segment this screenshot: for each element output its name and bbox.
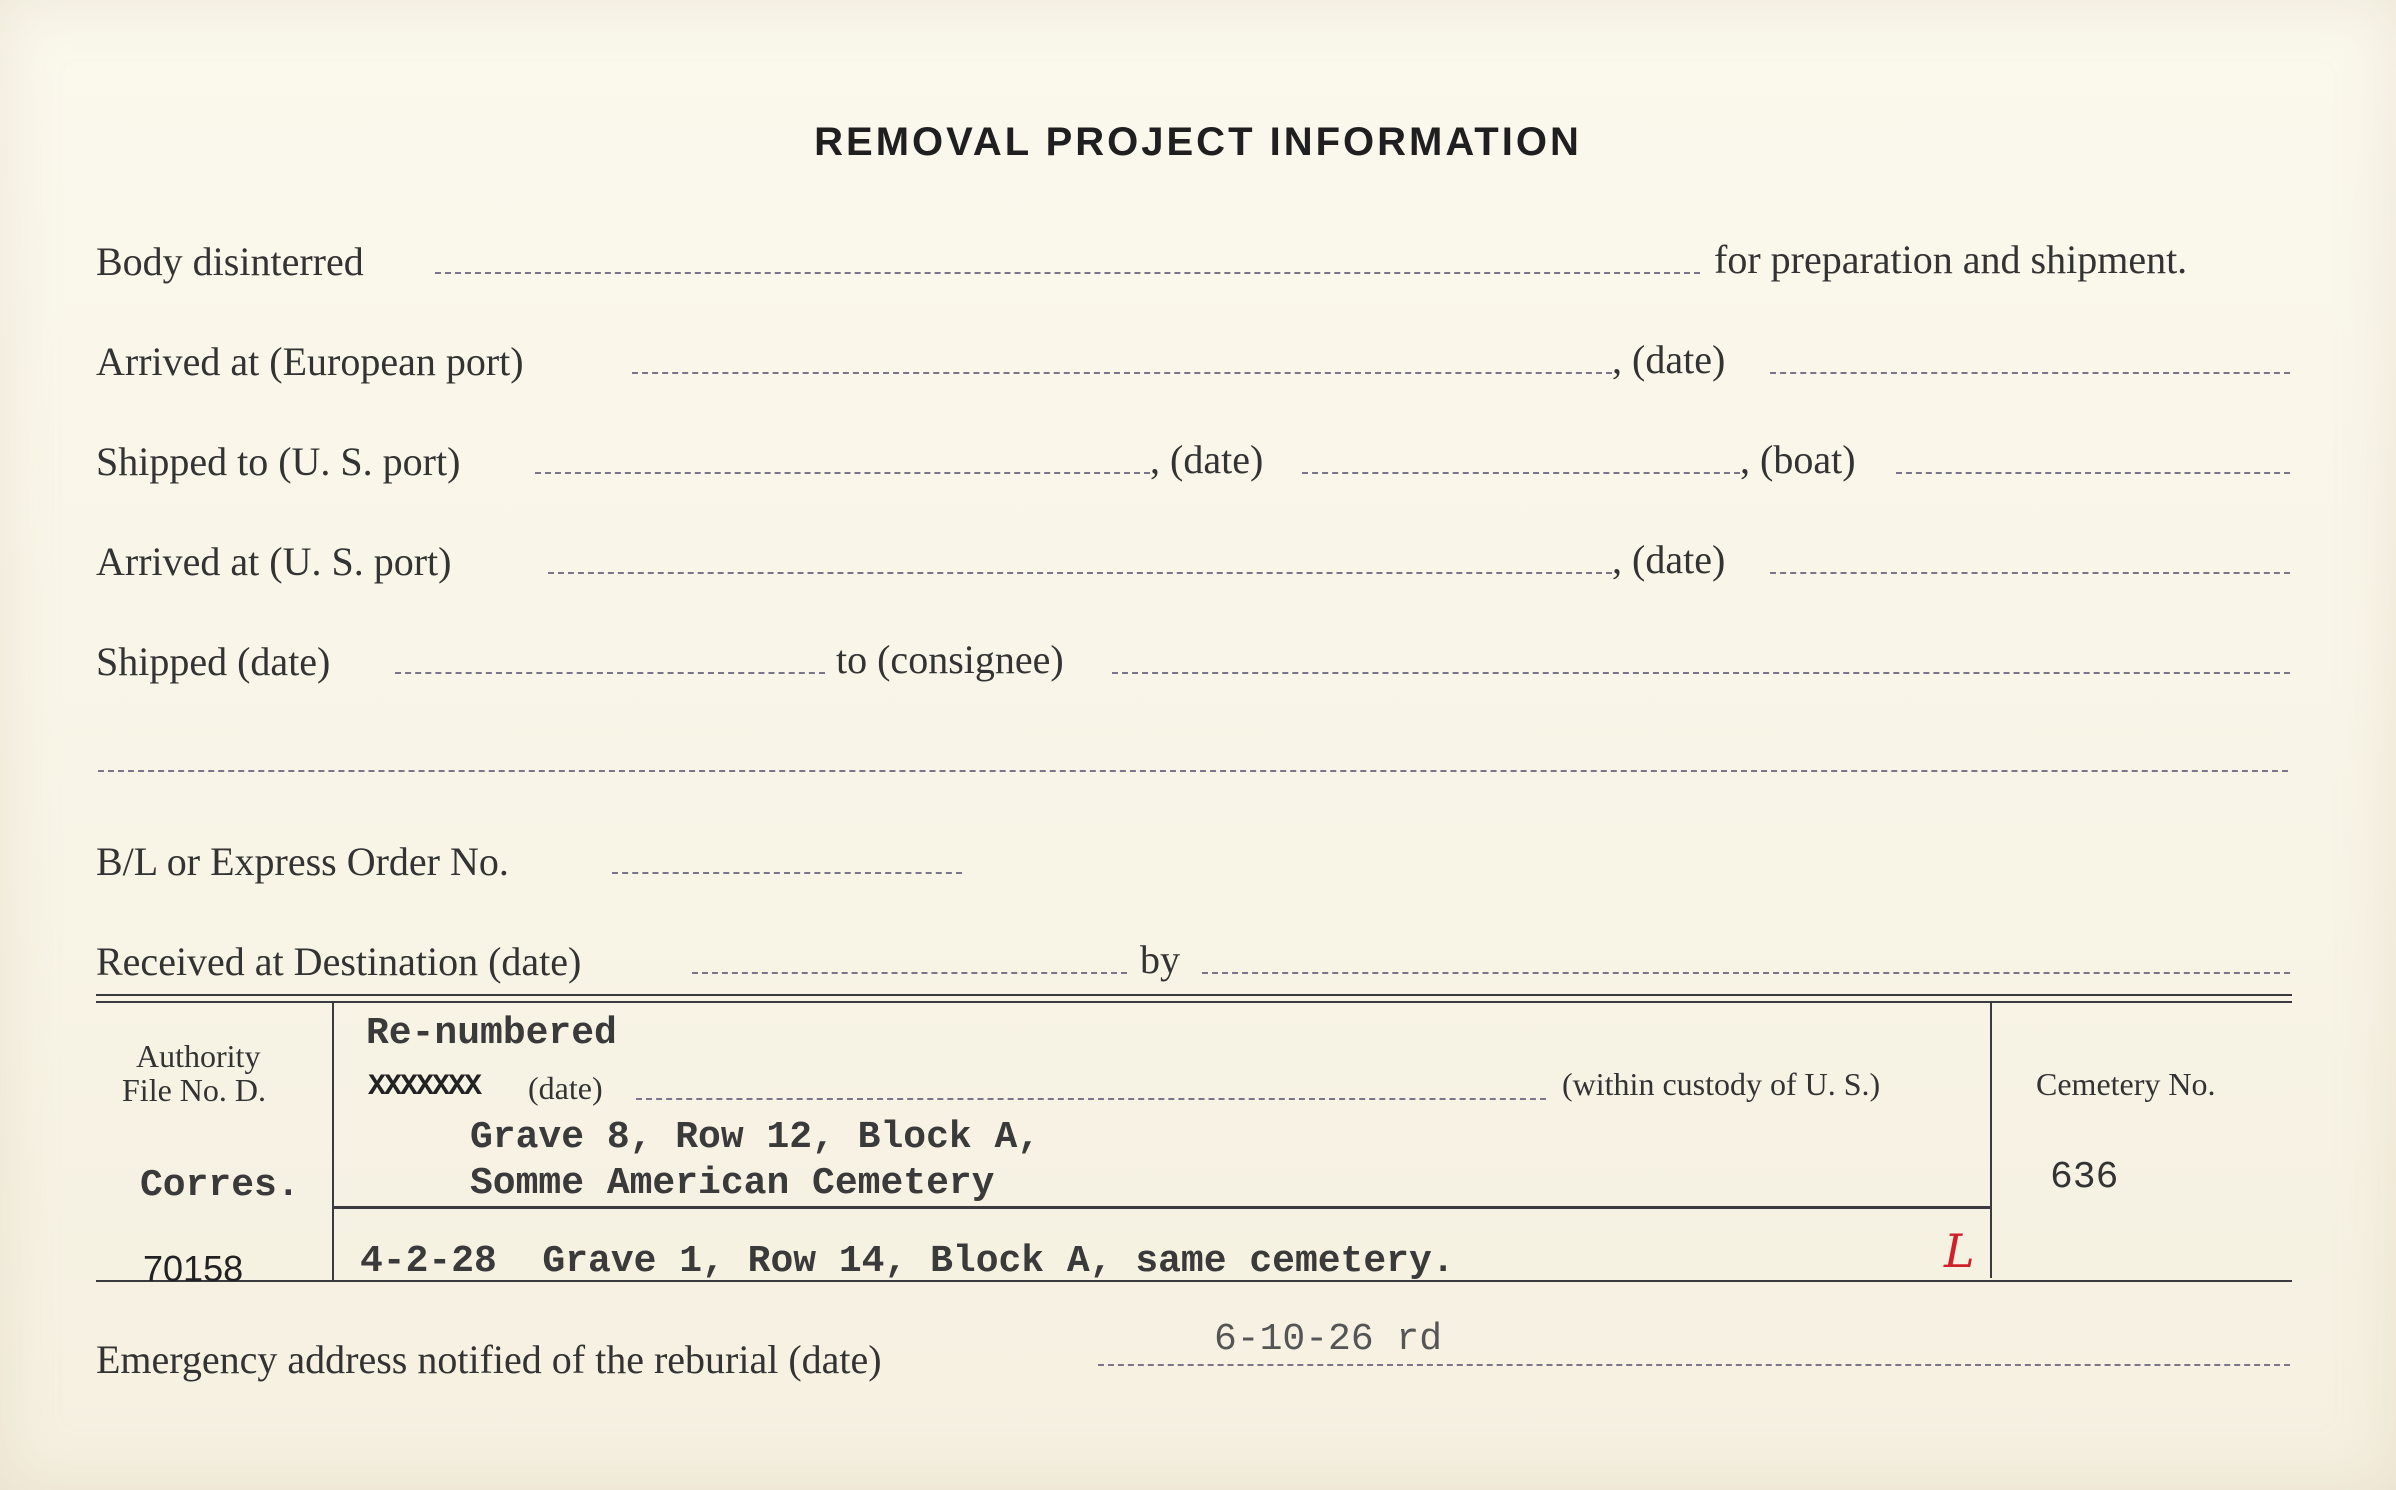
arrived-us-date-label: , (date) xyxy=(1612,537,1726,582)
corres-label: Corres. xyxy=(140,1164,300,1207)
shipped-us-date-label: , (date) xyxy=(1150,437,1264,482)
file-no-label: File No. D. xyxy=(122,1072,266,1108)
preparation-shipment-label: for preparation and shipment. xyxy=(1714,237,2188,282)
card-title: REMOVAL PROJECT INFORMATION xyxy=(814,120,1582,164)
body-disinterred-field xyxy=(435,272,1700,274)
custody-label: (within custody of U. S.) xyxy=(1562,1066,1881,1102)
struck-over-text: XXXXXXX xyxy=(368,1070,481,1104)
received-by-field xyxy=(1202,972,2290,974)
shipped-date-field xyxy=(395,672,825,674)
emergency-date-field xyxy=(1098,1364,2290,1366)
cemetery-no-label: Cemetery No. xyxy=(2036,1066,2216,1102)
box-left-divider xyxy=(332,1003,334,1281)
shipped-us-date-field xyxy=(1302,472,1740,474)
file-number: 70158 xyxy=(143,1248,244,1289)
consignee-label: to (consignee) xyxy=(836,637,1064,682)
authority-label: Authority xyxy=(136,1038,261,1074)
shipped-us-boat-label: , (boat) xyxy=(1740,437,1856,482)
cemetery-number: 636 xyxy=(2050,1156,2119,1199)
received-destination-label: Received at Destination (date) xyxy=(96,939,582,984)
consignee-continuation-field xyxy=(98,770,2288,772)
original-grave-line: Grave 8, Row 12, Block A, xyxy=(470,1116,1041,1159)
arrived-european-date-field xyxy=(1770,372,2290,374)
bl-order-field xyxy=(612,872,962,874)
box-right-divider xyxy=(1990,1003,1992,1278)
received-date-field xyxy=(692,972,1127,974)
reburial-entry: 4-2-28 Grave 1, Row 14, Block A, same cemetery. xyxy=(360,1240,1455,1283)
shipped-us-port-field xyxy=(535,472,1150,474)
emergency-date-value: 6-10-26 rd xyxy=(1214,1318,1443,1361)
received-by-label: by xyxy=(1140,937,1180,982)
emergency-address-label: Emergency address notified of the reburial (date) xyxy=(96,1337,882,1382)
box-inner-rule xyxy=(332,1206,1992,1209)
arrived-us-label: Arrived at (U. S. port) xyxy=(96,539,452,584)
renumber-date-label: (date) xyxy=(528,1070,603,1106)
body-disinterred-label: Body disinterred xyxy=(96,239,364,284)
shipped-us-boat-field xyxy=(1896,472,2290,474)
cemetery-name-line: Somme American Cemetery xyxy=(470,1162,995,1205)
arrived-us-port-field xyxy=(548,572,1612,574)
shipped-date-label: Shipped (date) xyxy=(96,639,331,684)
renumbered-label: Re-numbered xyxy=(366,1012,617,1055)
arrived-european-port-field xyxy=(632,372,1612,374)
red-initial-mark: L xyxy=(1944,1224,1975,1278)
renumber-date-field xyxy=(636,1098,1546,1100)
arrived-european-label: Arrived at (European port) xyxy=(96,339,524,384)
bl-order-label: B/L or Express Order No. xyxy=(96,839,509,884)
section-rule-top xyxy=(96,994,2292,996)
arrived-european-date-label: , (date) xyxy=(1612,337,1726,382)
shipped-us-label: Shipped to (U. S. port) xyxy=(96,439,461,484)
consignee-field xyxy=(1112,672,2290,674)
arrived-us-date-field xyxy=(1770,572,2290,574)
section-rule-bottom xyxy=(96,1001,2292,1003)
